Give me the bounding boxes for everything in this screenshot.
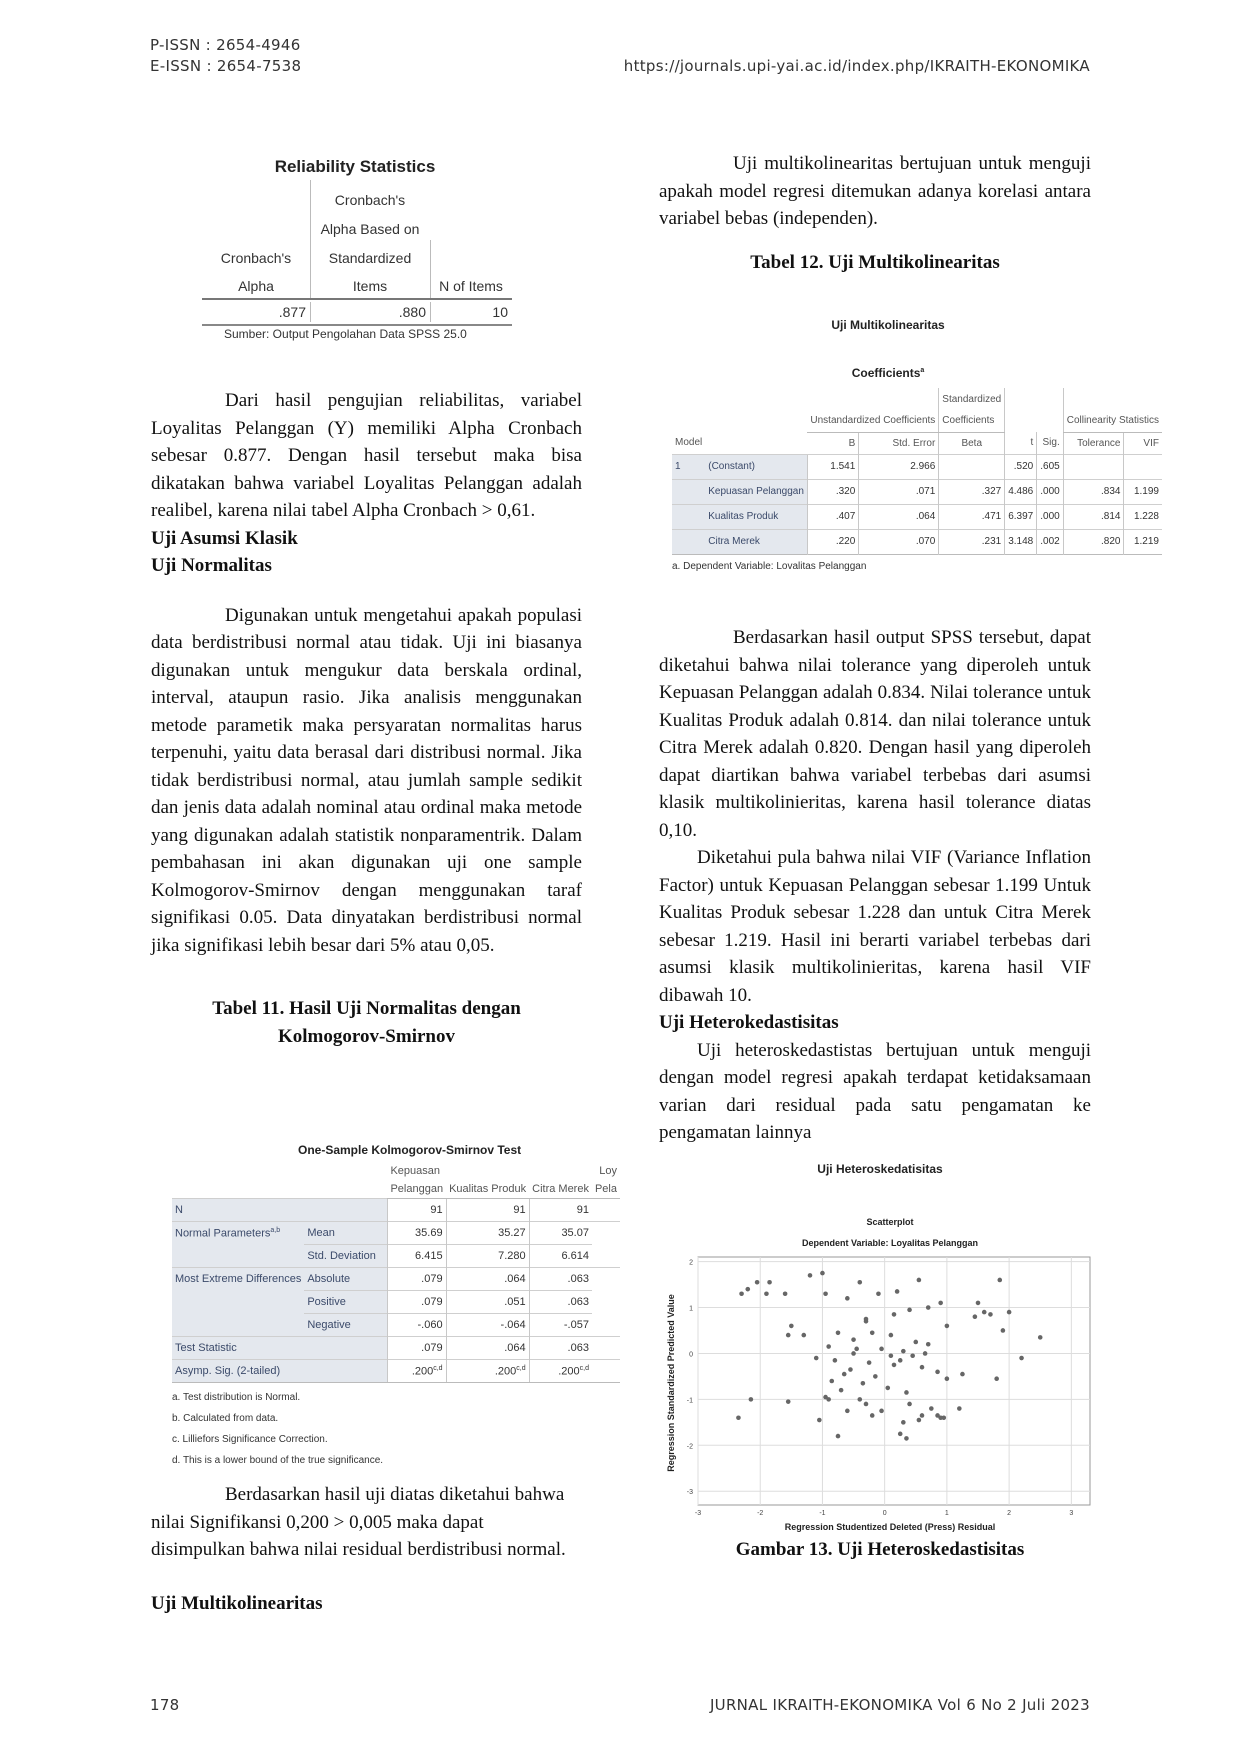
scatter-point [907, 1402, 912, 1407]
scatter-point [879, 1409, 884, 1414]
paragraph-normalitas: Digunakan untuk mengetahui apakah populasi data berdistribusi normal atau tidak. Uji ini biasanya digunakan untuk mengukur data berskala ordinal, interval, ataupun rasio. Jika analisis menggunakan metode parametik maka persyaratan normalitas harus terpenuhi, yaitu data berasal dari distribusi normal. Jika tidak berdistribusi normal, atau jumlah sample sedikit dan jenis data adalah nominal atau ordinal maka metode yang digunakan adalah statistik nonparamentrik. Dalam pembahasan ini akan digunakan uji one sample Kolmogorov-Smirnov dengan menggunakan taraf signifikasi 0.05. Data dinyatakan berdistribusi normal jika signifikasi lebih besar dari 5% atau 0,05. [151, 604, 582, 956]
p-issn: P-ISSN : 2654-4946 [150, 36, 301, 54]
ks-row-test-stat: Test Statistic .079 .064 .063 [172, 1337, 620, 1360]
scatter-point [910, 1353, 915, 1358]
scatter-point [889, 1353, 894, 1358]
mk-row-constant: 1 (Constant) 1.541 2.966 .520 .605 [672, 454, 1162, 479]
paragraph-ks-result: Berdasarkan hasil uji diatas diketahui bahwa nilai Signifikansi 0,200 > 0,005 maka dapat disimpulkan bahwa nilai residual berdistribusi normal. [151, 1484, 566, 1560]
scatter-point [786, 1399, 791, 1404]
scatter-point [923, 1351, 928, 1356]
scatter-point [854, 1347, 859, 1352]
scatter-point [842, 1372, 847, 1377]
scatter-point [901, 1349, 906, 1354]
paragraph-vif: Diketahui pula bahwa nilai VIF (Variance Inflation Factor) untuk Kepuasan Pelanggan sebesar 1.199 Untuk Kualitas Produk sebesar 1.228 dan untuk Citra Merek sebesar 1.219. Hasil ini berarti variabel terbebas dari asumsi klasik multikolinieritas, karena hasil VIF dibawah 10. [659, 847, 1091, 1006]
scatter-point [848, 1367, 853, 1372]
scatter-point [817, 1418, 822, 1423]
scatter-point [836, 1330, 841, 1335]
rel-col1-line2: Alpha [238, 278, 274, 294]
scatter-point [904, 1390, 909, 1395]
scatter-point [861, 1381, 866, 1386]
scatter-title: Uji Heteroskedatisitas [817, 1162, 943, 1176]
mk-note: a. Dependent Variable: Lovalitas Pelanggan [672, 560, 867, 572]
ks-row-n: N 91 91 91 [172, 1199, 620, 1222]
mk-row-kepuasan: Kepuasan Pelanggan .320 .071 .327 4.486 .000 .834 1.199 [672, 479, 1162, 504]
scatter-point [851, 1337, 856, 1342]
scatter-point [945, 1376, 950, 1381]
ks-row-mean: Normal Parameters$^{a,b}$ Mean 35.69 35.27 35.07 [172, 1222, 620, 1245]
scatter-point [997, 1278, 1002, 1283]
mk-title: Uji Multikolinearitas [831, 318, 945, 332]
plot-area [698, 1257, 1090, 1505]
scatter-point [982, 1310, 987, 1315]
scatter-point [929, 1406, 934, 1411]
scatter-point [1001, 1328, 1006, 1333]
scatter-point [1019, 1356, 1024, 1361]
scatter-point [926, 1342, 931, 1347]
y-tick-label: 0 [689, 1351, 693, 1359]
scatter-point [801, 1333, 806, 1338]
scatter-point [920, 1413, 925, 1418]
scatter-point [898, 1358, 903, 1363]
rel-col1-line1: Cronbach's [220, 250, 292, 266]
scatter-point [938, 1301, 943, 1306]
paragraph-multikol-intro: Uji multikolinearitas bertujuan untuk menguji apakah model regresi ditemukan adanya korelasi antara variabel bebas (independen). [659, 153, 1091, 229]
scatter-point [1007, 1310, 1012, 1315]
scatter-point [857, 1397, 862, 1402]
rel-col3: N of Items [439, 278, 503, 294]
journal-footer: JURNAL IKRAITH-EKONOMIKA Vol 6 No 2 Juli 2023 [709, 1696, 1090, 1714]
scatter-point [808, 1273, 813, 1278]
caption-table-11b: Kolmogorov-Smirnov [278, 1025, 455, 1047]
rel-source: Sumber: Output Pengolahan Data SPSS 25.0 [224, 327, 467, 341]
reliability-title: Reliability Statistics [274, 157, 436, 176]
mk-table: Standardized Unstandardized Coefficients Coefficients Collinearity Statistics Model B Std. Error Beta t Sig. Tolerance VIF 1 (Constant) 1.541 2.966 .520 .605 Kepuasan Pelanggan .320 .071 .327 4.486 .000 .834 1.199 Kualitas Produk .407 .064 .471 6.397 .000 .814 1.228 Citra Merek .220 .070 .231 3.148 .002 .820 1.219 a. Dependent Variable: Lovalitas Pelanggan [672, 388, 1120, 572]
rel-col2-line1: Cronbach's [334, 192, 406, 208]
scatter-point [857, 1280, 862, 1285]
mk-row-citra: Citra Merek .220 .070 .231 3.148 .002 .820 1.219 [672, 529, 1162, 554]
scatter-point [826, 1344, 831, 1349]
scatter-point [892, 1312, 897, 1317]
scatter-point [739, 1291, 744, 1296]
x-tick-label: -2 [757, 1510, 764, 1517]
scatter-point [889, 1333, 894, 1338]
x-tick-label: 3 [1069, 1510, 1074, 1517]
journal-url[interactable]: https://journals.upi-yai.ac.id/index.php/IKRAITH-EKONOMIKA [623, 57, 1090, 75]
rel-val1: .877 [278, 304, 306, 320]
scatter-point [907, 1308, 912, 1313]
rel-col2-line3: Standardized [328, 250, 412, 266]
scatter-point [920, 1365, 925, 1370]
x-tick-label: 0 [882, 1510, 887, 1517]
ks-row-absolute: Most Extreme Differences Absolute .079 .064 .063 [172, 1268, 620, 1291]
scatter-point [1038, 1335, 1043, 1340]
ks-note-d: d. This is a lower bound of the true significance. [172, 1455, 384, 1466]
scatter-point [892, 1363, 897, 1368]
rel-val2: .880 [398, 304, 426, 320]
scatter-point [749, 1397, 754, 1402]
scatter-point [988, 1312, 993, 1317]
scatter-point [845, 1409, 850, 1414]
scatter-point [917, 1418, 922, 1423]
heading-uji-multikol: Uji Multikolinearitas [151, 1592, 323, 1614]
rel-val3: 10 [492, 304, 508, 320]
scatter-point [820, 1271, 825, 1276]
scatter-point [864, 1402, 869, 1407]
scatter-point [960, 1372, 965, 1377]
scatter-point [826, 1397, 831, 1402]
ks-title: One-Sample Kolmogorov-Smirnov Test [298, 1143, 522, 1157]
y-tick-label: 2 [689, 1259, 693, 1267]
scatter-point [926, 1305, 931, 1310]
scatter-point [973, 1314, 978, 1319]
scatter-xlabel: Regression Studentized Deleted (Press) Residual [784, 1522, 996, 1532]
rel-col2-line4: Items [352, 278, 388, 294]
scatter-point [767, 1280, 772, 1285]
scatter-point [876, 1291, 881, 1296]
scatter-point [867, 1360, 872, 1365]
page-number: 178 [150, 1696, 180, 1714]
mk-subtitle: Coefficients$^a$ [851, 366, 925, 380]
scatter-point [823, 1291, 828, 1296]
paragraph-hetero: Uji heteroskedastistas bertujuan untuk menguji dengan model regresi apakah terdapat ketidaksamaan varian dari residual pada satu pengamatan ke pengamatan lainnya [659, 1039, 1091, 1143]
y-tick-label: -1 [686, 1397, 693, 1405]
scatter-point [851, 1351, 856, 1356]
heading-uji-asumsi: Uji Asumsi Klasik [151, 527, 298, 549]
scatter-point [913, 1340, 918, 1345]
x-tick-label: 1 [944, 1510, 949, 1517]
scatter-point [904, 1436, 909, 1441]
ks-note-c: c. Lilliefors Significance Correction. [172, 1434, 328, 1445]
scatter-point [957, 1406, 962, 1411]
scatter-point [789, 1324, 794, 1329]
scatter-point [935, 1413, 940, 1418]
scatter-point [864, 1319, 869, 1324]
scatter-ylabel: Regression Standardized Predicted Value [666, 1294, 676, 1472]
x-tick-label: 2 [1007, 1510, 1012, 1517]
scatter-point [879, 1347, 884, 1352]
scatter-point [736, 1415, 741, 1420]
ks-row-sig: Asymp. Sig. (2-tailed) .200$^{c,d}$ .200$^{c,d}$ .200$^{c,d}$ [172, 1360, 620, 1383]
rel-col2-line2: Alpha Based on [320, 221, 420, 237]
scatter-point [755, 1280, 760, 1285]
scatter-point [901, 1420, 906, 1425]
scatter-point [895, 1289, 900, 1294]
x-tick-label: -1 [819, 1510, 826, 1517]
scatter-point [839, 1388, 844, 1393]
paragraph-reliability: Dari hasil pengujian reliabilitas, variabel Loyalitas Pelanggan (Y) memiliki Alpha Cronbach sebesar 0.877. Dengan hasil tersebut maka bisa dikatakan bahwa variabel Loyalitas Pelanggan adalah realibel, karena nilai tabel Alpha Cronbach > 0,61. [151, 390, 582, 521]
scatter-point [935, 1370, 940, 1375]
scatter-point [764, 1291, 769, 1296]
scatter-point [994, 1376, 999, 1381]
scatter-point [870, 1413, 875, 1418]
scatter-point [945, 1324, 950, 1329]
scatter-point [786, 1333, 791, 1338]
scatter-point [745, 1287, 750, 1292]
caption-figure-13: Gambar 13. Uji Heteroskedastisitas [735, 1539, 1025, 1560]
scatter-point [845, 1296, 850, 1301]
scatter-point [898, 1432, 903, 1437]
heading-uji-normalitas: Uji Normalitas [151, 555, 272, 576]
scatter-point [885, 1386, 890, 1391]
scatter-point [836, 1434, 841, 1439]
scatter-point [833, 1358, 838, 1363]
scatter-point [829, 1379, 834, 1384]
scatter-point [870, 1330, 875, 1335]
y-tick-label: -2 [686, 1443, 693, 1451]
ks-table: Kepuasan Loy Pelanggan Kualitas Produk Citra Merek Pela N 91 91 91 Normal Parameters$^{a,b}$ Mean 35.69 35.27 35.07 Std. Deviation 6.415 7.280 6.614 Most Extreme Differences Absolute .079 .064 .063 Positive .079 .051 .063 Negative -.060 -.064 -.057 Test Statistic .079 .064 .063 Asymp. Sig. (2-tailed) .200$^{c,d}$ .200$^{c,d}$ .200$^{c,d}$ a. Test distribution is Normal. b. Calculated from data. c. Lilliefors Significance Correction. d. This is a lower bound of the true significance. [172, 1162, 620, 1471]
scatter-point [917, 1278, 922, 1283]
y-tick-label: 1 [689, 1305, 693, 1313]
ks-row-std: Std. Deviation 6.415 7.280 6.614 [172, 1245, 620, 1268]
y-tick-label: -3 [686, 1489, 693, 1497]
ks-row-negative: Negative -.060 -.064 -.057 [172, 1314, 620, 1337]
scatter-point [814, 1356, 819, 1361]
scatter-point [976, 1301, 981, 1306]
ks-note-b: b. Calculated from data. [172, 1413, 279, 1424]
caption-table-12: Tabel 12. Uji Multikolinearitas [750, 251, 1000, 273]
paragraph-tolerance: Berdasarkan hasil output SPSS tersebut, dapat diketahui bahwa nilai tolerance yang diperoleh untuk Kepuasan Pelanggan adalah 0.834. Nilai tolerance untuk Kualitas Produk adalah 0.814. dan nilai tolerance untuk Citra Merek adalah 0.820. Dengan hasil yang diperoleh dapat diartikan bahwa variabel terbebas dari asumsi klasik multikolinieritas, karena hasil tolerance diatas 0,10. [659, 627, 1091, 841]
scatter-point [873, 1374, 878, 1379]
scatter-subtitle: Scatterplot [866, 1217, 914, 1227]
ks-note-a: a. Test distribution is Normal. [172, 1392, 301, 1403]
heading-uji-hetero: Uji Heterokedastisitas [659, 1012, 839, 1033]
mk-row-kualitas: Kualitas Produk .407 .064 .471 6.397 .000 .814 1.228 [672, 504, 1162, 529]
scatter-subtitle2: Dependent Variable: Loyalitas Pelanggan [801, 1238, 979, 1248]
caption-table-11a: Tabel 11. Hasil Uji Normalitas dengan [212, 998, 521, 1019]
e-issn: E-ISSN : 2654-7538 [150, 57, 302, 75]
ks-row-positive: Positive .079 .051 .063 [172, 1291, 620, 1314]
x-tick-label: -3 [694, 1510, 702, 1517]
scatter-point [783, 1291, 788, 1296]
